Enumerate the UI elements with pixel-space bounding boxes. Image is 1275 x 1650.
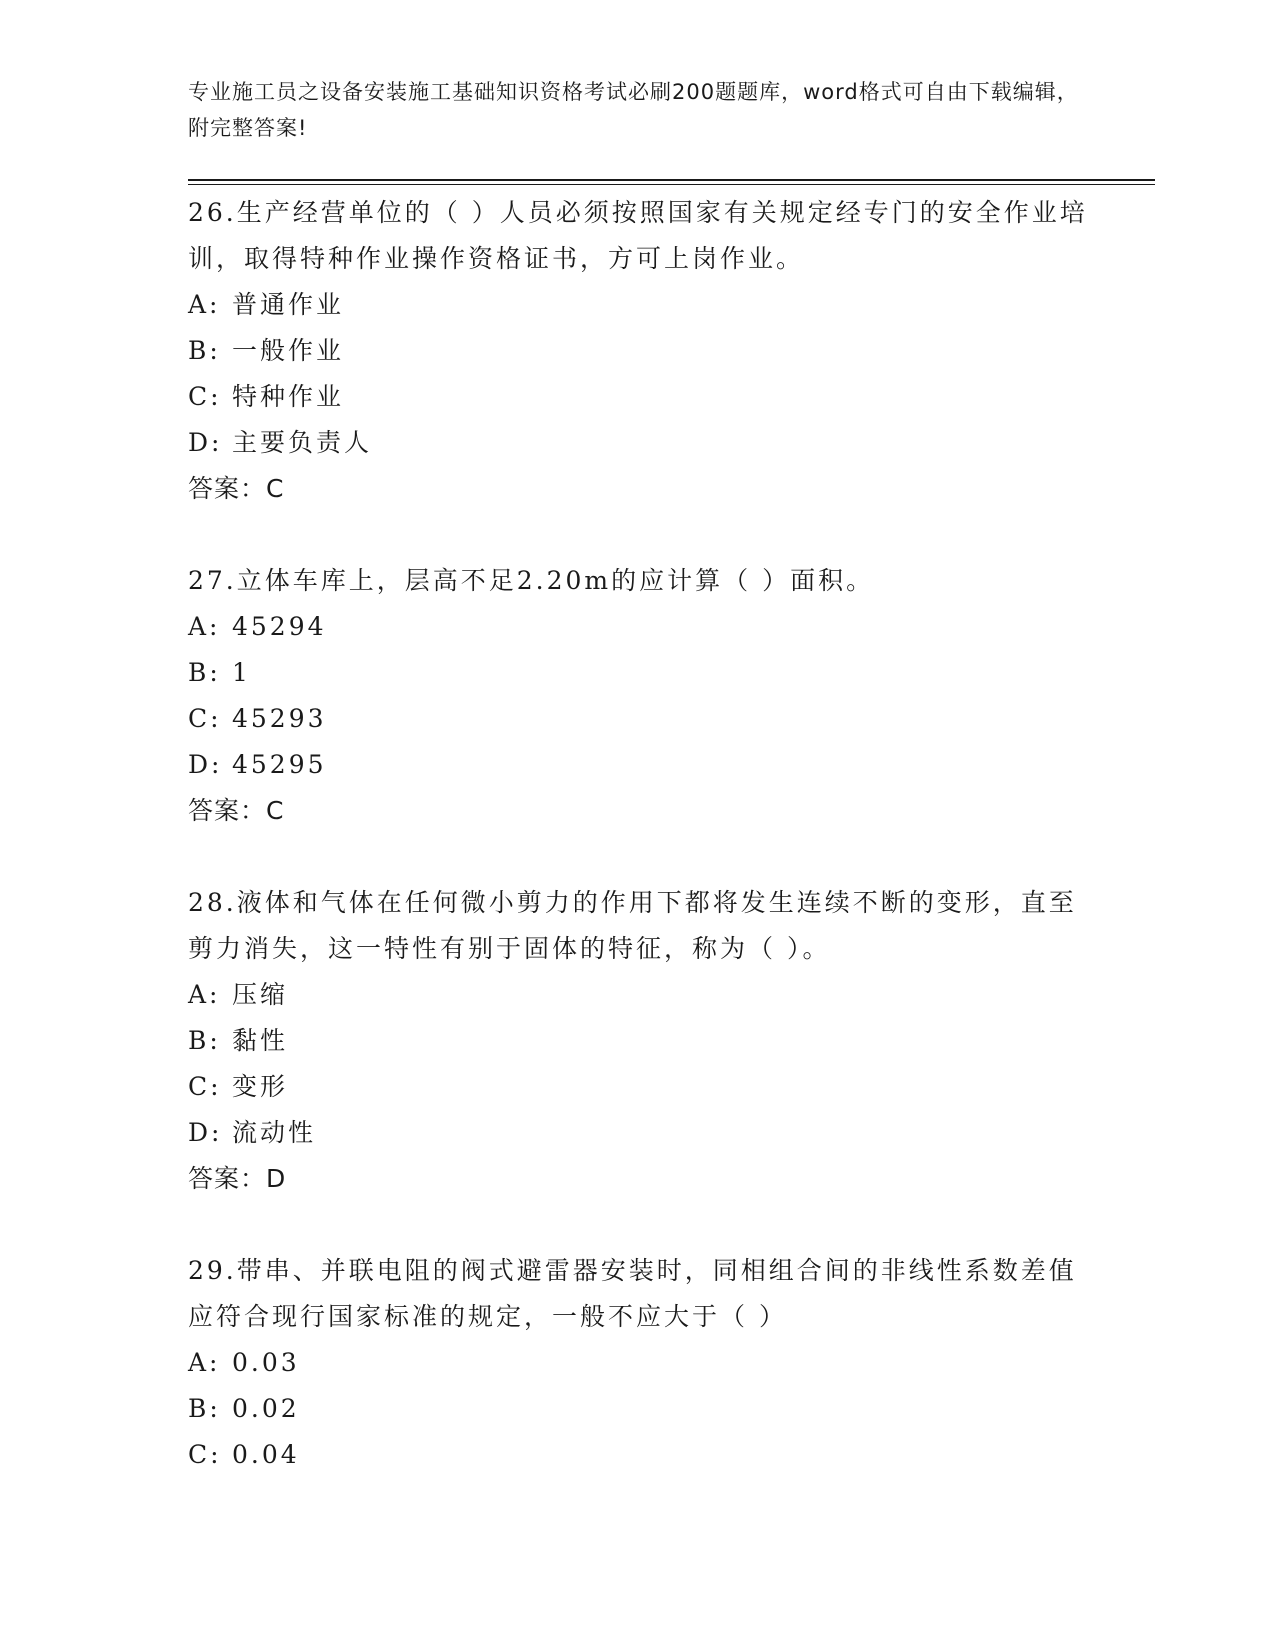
question-gap xyxy=(188,834,1088,880)
option-letter: A: xyxy=(188,1348,221,1377)
option-text: 黏性 xyxy=(232,1026,289,1055)
option-text: 普通作业 xyxy=(232,290,345,319)
option-letter: B: xyxy=(188,336,221,365)
option-c xyxy=(188,696,1088,742)
option-text: 1 xyxy=(232,658,251,687)
question-stem: 26.生产经营单位的（ ）人员必须按照国家有关规定经专门的安全作业培训，取得特种作业操作资格证书，方可上岗作业。 xyxy=(188,198,1088,273)
option-letter: D: xyxy=(188,1118,223,1147)
answer-line: 答案：C xyxy=(188,474,285,503)
option-d xyxy=(188,1110,1088,1156)
question-29 xyxy=(188,1248,1088,1478)
option-letter: B: xyxy=(188,1026,221,1055)
option-text: 0.04 xyxy=(232,1440,300,1469)
question-27 xyxy=(188,558,1088,834)
option-text: 0.02 xyxy=(232,1394,300,1423)
document-header-title: 专业施工员之设备安装施工基础知识资格考试必刷200题题库，word格式可自由下载编辑，附完整答案! xyxy=(188,80,1079,140)
option-letter: C: xyxy=(188,382,222,411)
option-letter: B: xyxy=(188,1394,221,1423)
option-letter: A: xyxy=(188,612,221,641)
option-text: 45294 xyxy=(232,612,327,641)
header-divider-thick xyxy=(188,179,1155,181)
option-letter: C: xyxy=(188,704,222,733)
option-text: 45293 xyxy=(232,704,327,733)
option-text: 一般作业 xyxy=(232,336,345,365)
option-text: 主要负责人 xyxy=(232,428,373,457)
option-letter: A: xyxy=(188,980,221,1009)
option-a xyxy=(188,282,1088,328)
option-letter: D: xyxy=(188,428,223,457)
question-gap xyxy=(188,512,1088,558)
option-text: 压缩 xyxy=(232,980,289,1009)
option-text: 0.03 xyxy=(232,1348,300,1377)
option-b xyxy=(188,650,1088,696)
question-26 xyxy=(188,190,1088,512)
question-stem: 28.液体和气体在任何微小剪力的作用下都将发生连续不断的变形，直至剪力消失，这一特性有别于固体的特征，称为（ ）。 xyxy=(188,888,1077,963)
option-c xyxy=(188,374,1088,420)
option-text: 流动性 xyxy=(232,1118,317,1147)
option-b xyxy=(188,328,1088,374)
option-letter: D: xyxy=(188,750,223,779)
answer-line: 答案：D xyxy=(188,1164,287,1193)
option-letter: A: xyxy=(188,290,221,319)
option-letter: C: xyxy=(188,1072,222,1101)
option-letter: B: xyxy=(188,658,221,687)
option-d xyxy=(188,742,1088,788)
option-a xyxy=(188,1340,1088,1386)
option-b xyxy=(188,1386,1088,1432)
option-text: 变形 xyxy=(232,1072,289,1101)
question-stem: 27.立体车库上，层高不足2.20m的应计算（ ）面积。 xyxy=(188,566,875,595)
option-text: 特种作业 xyxy=(232,382,345,411)
option-c xyxy=(188,1432,1088,1478)
question-list xyxy=(188,190,1088,1478)
option-c xyxy=(188,1064,1088,1110)
option-d xyxy=(188,420,1088,466)
question-stem: 29.带串、并联电阻的阀式避雷器安装时，同相组合间的非线性系数差值应符合现行国家标准的规定，一般不应大于（ ） xyxy=(188,1256,1077,1331)
question-gap xyxy=(188,1202,1088,1248)
option-text: 45295 xyxy=(232,750,327,779)
option-a xyxy=(188,604,1088,650)
answer-line: 答案：C xyxy=(188,796,285,825)
option-a xyxy=(188,972,1088,1018)
question-28 xyxy=(188,880,1088,1202)
option-letter: C: xyxy=(188,1440,222,1469)
header-divider-thin xyxy=(188,184,1155,185)
option-b xyxy=(188,1018,1088,1064)
